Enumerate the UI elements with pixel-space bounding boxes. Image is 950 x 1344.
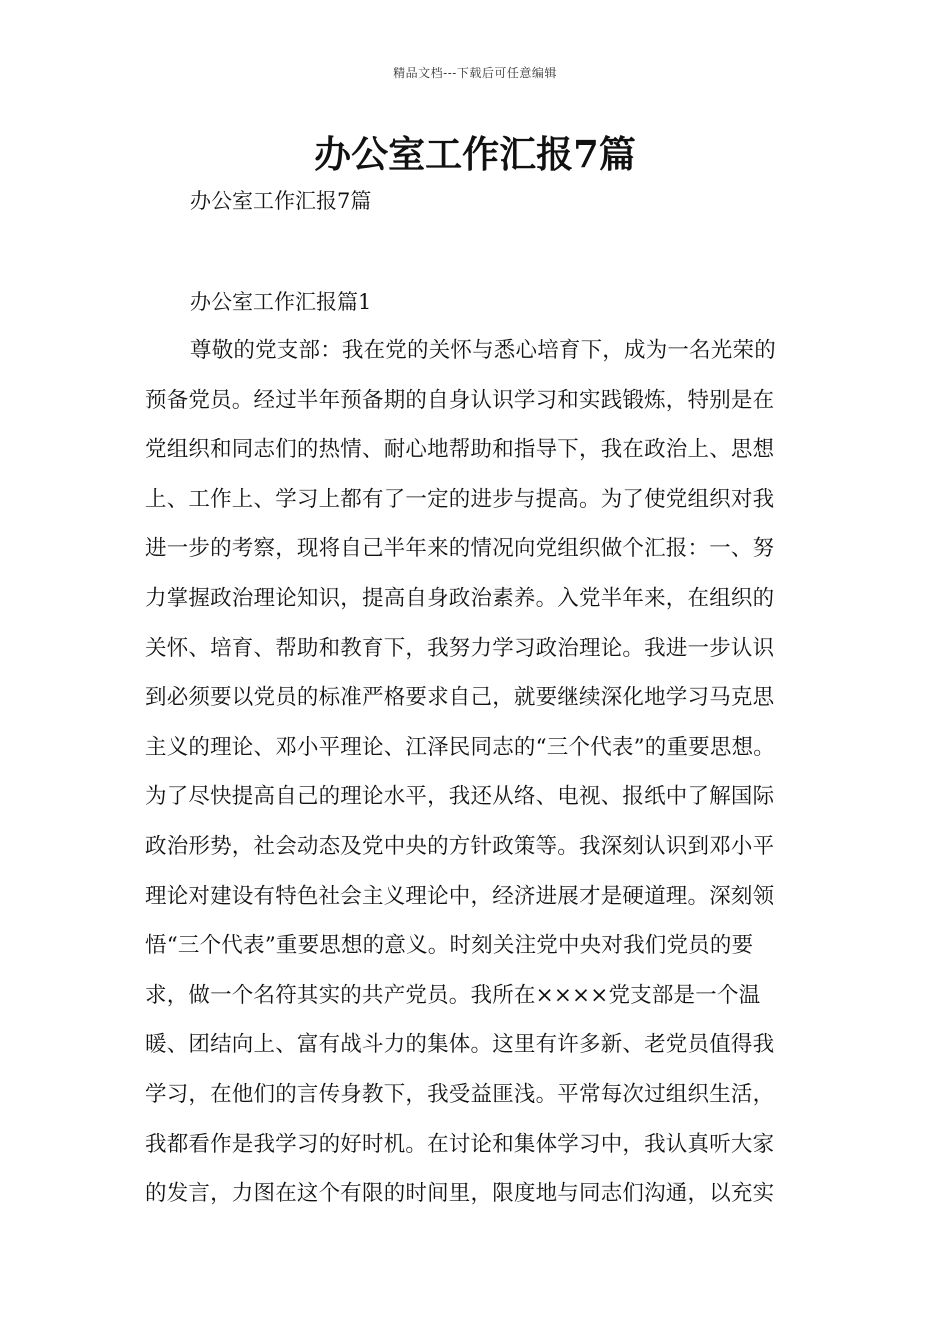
document-subtitle: 办公室工作汇报7篇 — [190, 189, 372, 213]
body-line: 政治形势，社会动态及党中央的方针政策等。我深刻认识到邓小平 — [145, 833, 775, 859]
body-line: 理论对建设有特色社会主义理论中，经济进展才是硬道理。深刻领 — [145, 883, 775, 909]
body-line: 力掌握政治理论知识，提高自身政治素养。入党半年来，在组织的 — [145, 585, 775, 611]
body-paragraph — [145, 326, 815, 1219]
body-line: 悟“三个代表”重要思想的意义。时刻关注党中央对我们党员的要 — [145, 933, 754, 959]
header-note: 精品文档---下载后可任意编辑 — [393, 66, 557, 80]
body-line: 主义的理论、邓小平理论、江泽民同志的“三个代表”的重要思想。 — [145, 734, 775, 760]
body-line: 关怀、培育、帮助和教育下，我努力学习政治理论。我进一步认识 — [145, 635, 775, 661]
body-line: 为了尽快提高自己的理论水平，我还从络、电视、报纸中了解国际 — [145, 784, 775, 810]
body-line: 学习，在他们的言传身教下，我受益匪浅。平常每次过组织生活， — [145, 1081, 775, 1107]
body-line: 进一步的考察，现将自己半年来的情况向党组织做个汇报：一、努 — [145, 536, 775, 562]
body-line: 预备党员。经过半年预备期的自身认识学习和实践锻炼，特别是在 — [145, 387, 775, 413]
body-line: 的发言，力图在这个有限的时间里，限度地与同志们沟通，以充实 — [145, 1181, 775, 1207]
section-heading: 办公室工作汇报篇1 — [190, 290, 372, 314]
document-title: 办公室工作汇报7篇 — [314, 132, 636, 176]
body-line: 我都看作是我学习的好时机。在讨论和集体学习中，我认真听大家 — [145, 1131, 775, 1157]
body-line: 暖、团结向上、富有战斗力的集体。这里有许多新、老党员值得我 — [145, 1032, 775, 1058]
body-line: 上、工作上、学习上都有了一定的进步与提高。为了使党组织对我 — [145, 486, 775, 512]
body-line: 党组织和同志们的热情、耐心地帮助和指导下，我在政治上、思想 — [145, 437, 775, 463]
body-line: 求，做一个名符其实的共产党员。我所在××××党支部是一个温 — [145, 982, 761, 1008]
body-line: 尊敬的党支部：我在党的关怀与悉心培育下，成为一名光荣的 — [190, 338, 776, 363]
body-line: 到必须要以党员的标准严格要求自己，就要继续深化地学习马克思 — [145, 685, 775, 711]
